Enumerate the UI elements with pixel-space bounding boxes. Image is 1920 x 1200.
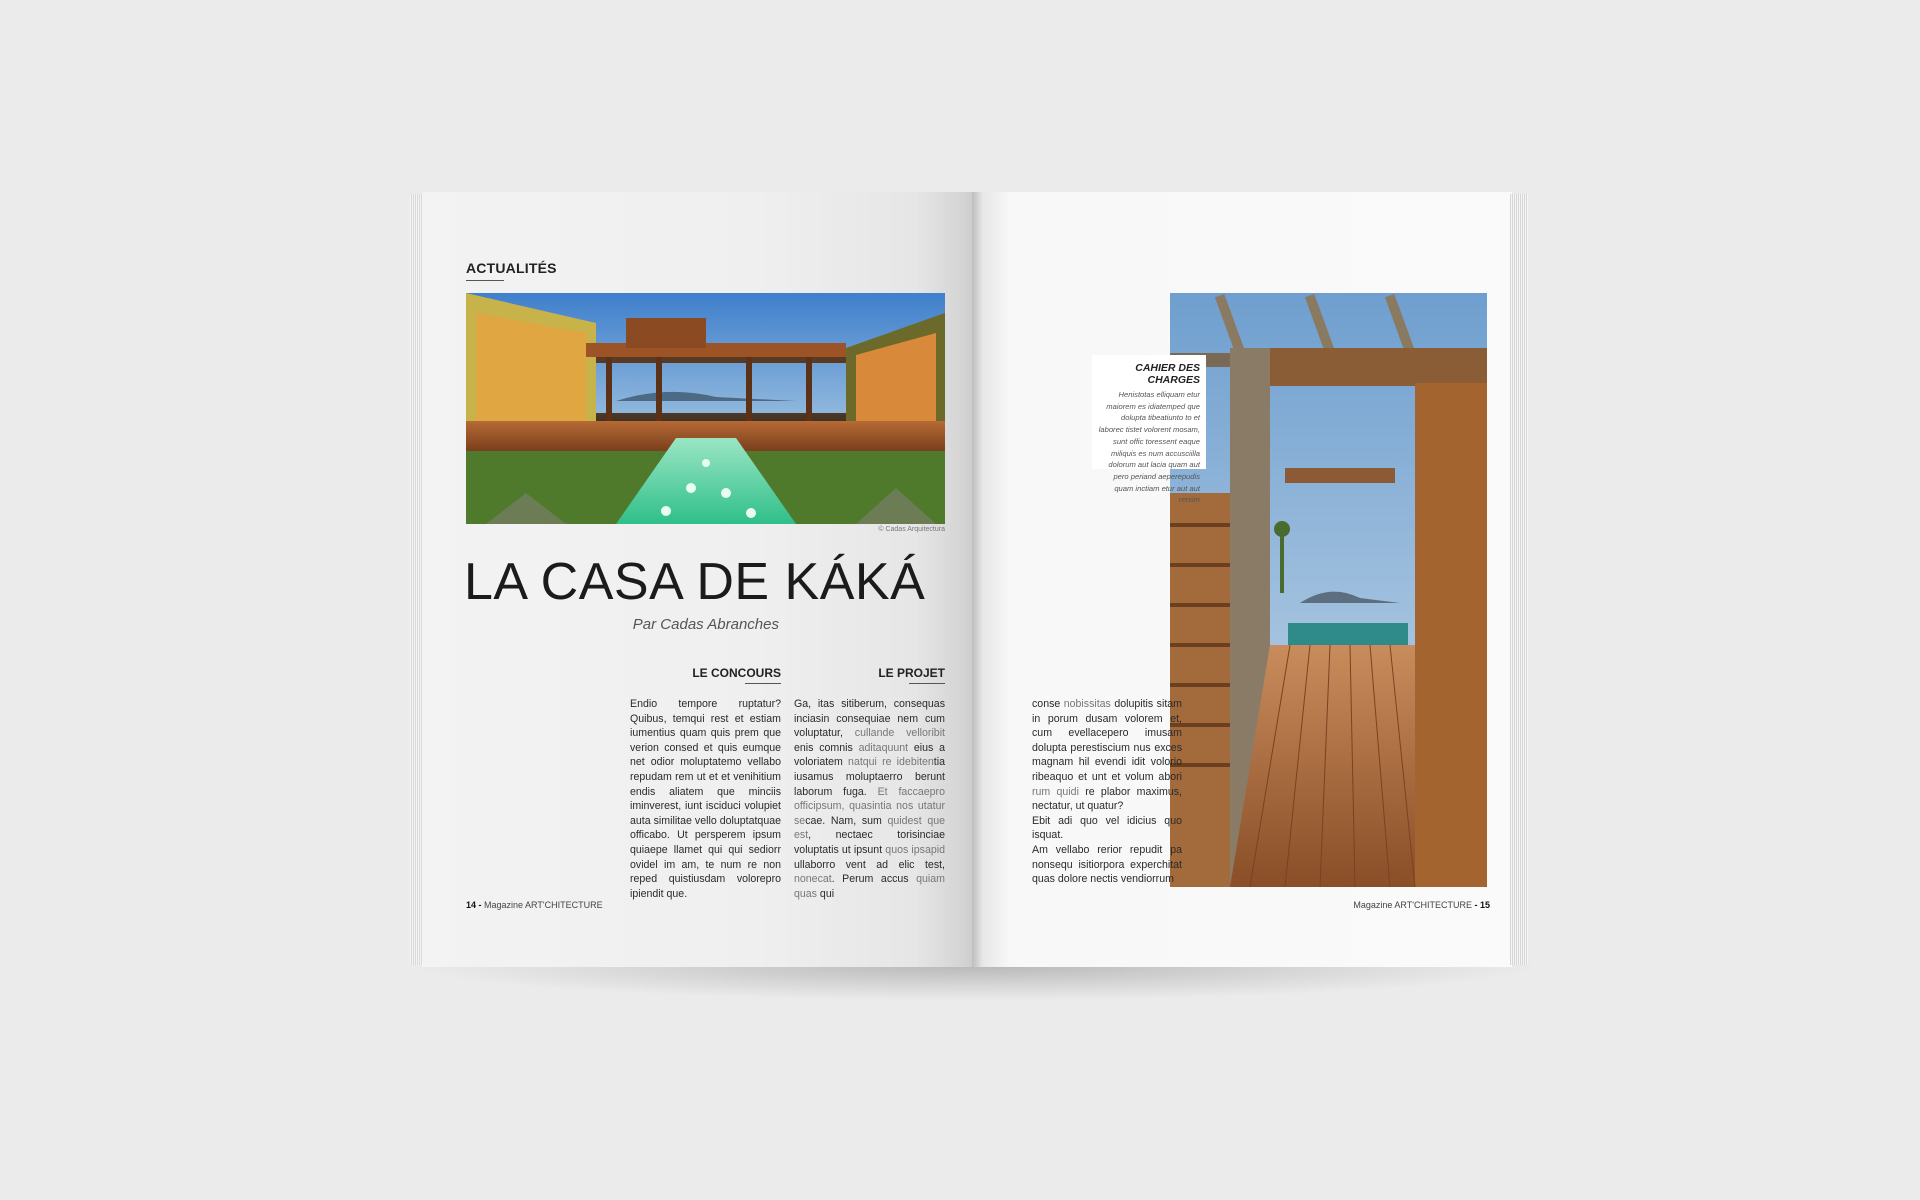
magazine-name: Magazine ART'CHITECTURE	[1353, 900, 1472, 910]
page-edges-right	[1510, 194, 1528, 965]
paragraph-3: Am vellabo rerior repudit pa nonsequ isitiorpora experchitat quas dolore nectis vendiorrum	[1032, 843, 1182, 886]
sidebar-text: Henistotas elliquam etur maiorem es idiatemped que dolupta tibeatiunto to et laborec tistet volorent mosam, sunt offic toressent eaque miliquis es num accusciilla dolorum aut lacia quam aut pero periand aeperepudis quam inctiam etur aut aut rersim	[1098, 390, 1200, 505]
column-concours-paragraph: Endio tempore ruptatur? Quibus, temqui rest et estiam iumentius quam quis prem que verion consed et quis eumque net odior moluptatemo vellabo repudam rem ut et et venihitium endis aliatem que minciis iminverest, iunt isciduci volupiet auta similitae vello doluptatquae officabo. Ut persperem ipsum quiaepe llamet qui qui sediorr ovidel im am, te num re non reped quistiusdam volorepro ipiendit que.	[630, 698, 781, 900]
text-run-accent: nonecat	[794, 873, 832, 886]
page-number: 14	[466, 900, 477, 910]
text-run: ullaborro vent ad elic test,	[794, 858, 945, 871]
column-heading-projet: LE PROJET	[878, 666, 945, 680]
text-run: eius a voloriatem	[794, 741, 945, 769]
hero-photo-villa-pool	[466, 293, 945, 524]
text-run: conse	[1032, 698, 1064, 710]
text-run-accent: quidest que est	[794, 814, 946, 842]
text-run: tia iusamus moluptaerro berunt laborum fuga.	[794, 756, 945, 798]
folio-separator: -	[476, 900, 485, 910]
column-concours-text	[630, 697, 781, 900]
corridor-photo-illustration	[1170, 293, 1487, 887]
paragraph-2: Ebit adi quo vel idicius quo isquat.	[1032, 814, 1182, 842]
column-projet-text	[794, 697, 946, 900]
text-run: re plabor maximus, nectatur, ut quatur?	[1032, 785, 1182, 813]
article-title: LA CASA DE KÁKÁ	[464, 553, 926, 611]
folio-right	[1353, 900, 1490, 910]
section-label: ACTUALITÉS	[466, 260, 557, 276]
text-run: dolupitis sitam in porum dusam volorem et, cum evellacepero imusam dolupta perestiscium nus exces magnam hil evendi idit volorio ribeaquo et unt et volum abori	[1032, 698, 1182, 783]
text-run-accent: rum quidi	[1032, 785, 1079, 798]
text-run-accent: cullande velloribit	[854, 727, 945, 740]
text-run-accent: aditaquunt	[858, 741, 909, 754]
column-right-text	[1032, 697, 1182, 886]
text-run: enis comnis	[794, 741, 859, 754]
right-page	[972, 192, 1512, 967]
text-run: , nectaec torisinciae voluptatis ut ipsunt	[794, 829, 945, 856]
text-run: cae. Nam, sum	[805, 814, 888, 827]
page-number: 15	[1479, 900, 1490, 910]
corridor-photo	[1170, 293, 1487, 887]
text-run-accent: quiam quas	[794, 873, 945, 900]
folio-separator: -	[1471, 900, 1480, 910]
column-heading-concours: LE CONCOURS	[692, 666, 781, 680]
text-run-accent: natqui re idebiten	[848, 756, 934, 769]
photo-credit: © Cadas Arquitectura	[878, 526, 945, 533]
sidebar-title: CAHIER DES CHARGES	[1135, 362, 1200, 386]
hero-photo-illustration	[466, 293, 945, 524]
article-byline: Par Cadas Abranches	[632, 616, 779, 633]
text-run: Ga, itas sitiberum, consequas inciasin consequiae nem cum voluptatur,	[794, 698, 945, 740]
column-heading-underline	[745, 683, 781, 684]
section-underline	[466, 280, 504, 281]
paragraph-1	[1032, 697, 1182, 814]
magazine-spread	[410, 192, 1530, 967]
text-run: . Perum accus	[831, 873, 917, 886]
magazine-name: Magazine ART'CHITECTURE	[484, 900, 603, 910]
text-run-accent: Et faccaepro officipsum, quasintia nos utatur se	[794, 785, 945, 827]
left-page	[422, 192, 982, 967]
sidebar-box	[1092, 355, 1206, 505]
text-run: qui	[816, 887, 835, 900]
column-heading-underline	[909, 683, 945, 684]
text-run-accent: quos ipsapid	[885, 843, 945, 856]
text-run-accent: nobissitas	[1063, 698, 1111, 710]
folio-left	[466, 900, 603, 910]
column-projet-paragraph	[794, 697, 945, 901]
